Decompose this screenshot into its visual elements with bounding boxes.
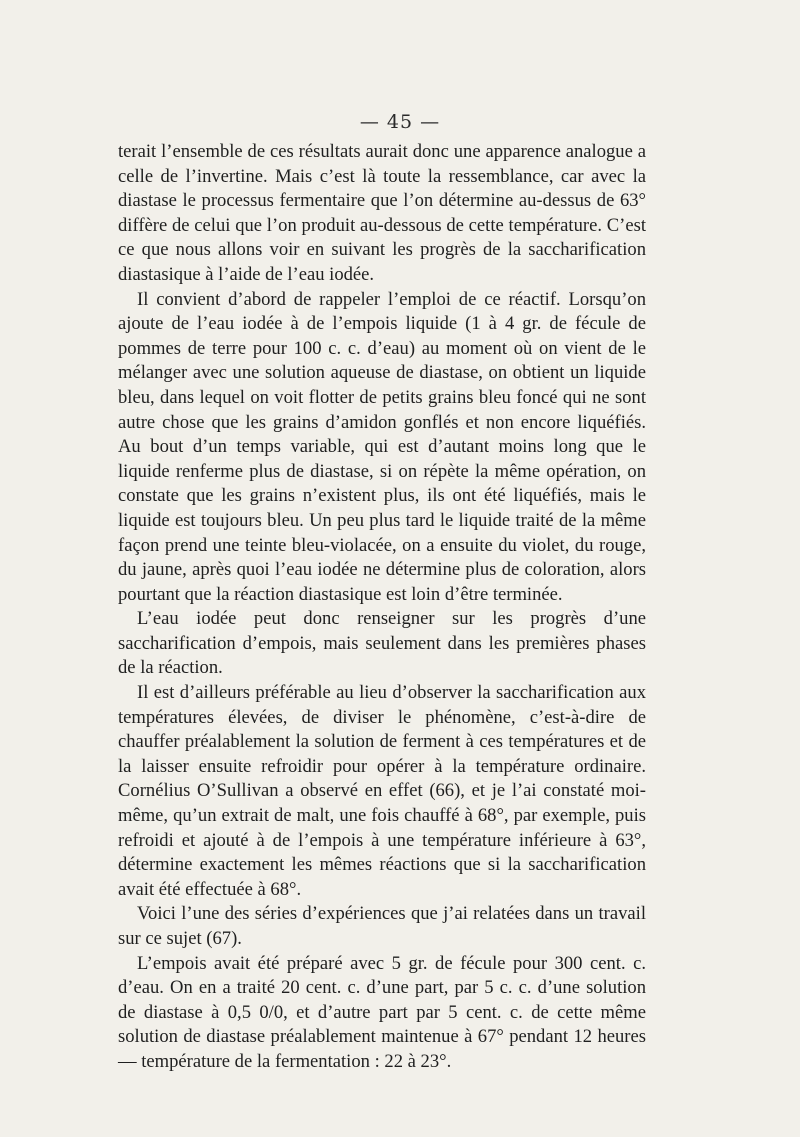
- paragraph-6: L’empois avait été préparé avec 5 gr. de fécule pour 300 cent. c. d’eau. On en a traité 20 cent. c. d’une part, par 5 c. c. d’une solution de diastase à 0,5 0/0, et d’autre part par 5 cent. c. de cette même solution de diastase préalablement maintenue à 67° pendant 12 heures — température de la fermentation : 22 à 23°.: [118, 952, 646, 1072]
- body-text: [118, 140, 646, 1075]
- paragraph-3: L’eau iodée peut donc renseigner sur les progrès d’une saccharification d’empois, mais seulement dans les premières phases de la réaction.: [118, 608, 646, 679]
- paragraph-4: Il est d’ailleurs préférable au lieu d’observer la saccharification aux températures élevées, de diviser le phénomène, c’est-à-dire de chauffer préalablement la solution de ferment à ces températures et de la laisser ensuite refroidir pour opérer à la température ordinaire. Cornélius O’Sullivan a observé en effet (66), et je l’ai constaté moi-même, qu’un extrait de malt, une fois chauffé à 68°, par exemple, puis refroidi et ajouté à de l’empois à une température inférieure à 63°, détermine exactement les mêmes réactions que si la saccharification avait été effectuée à 68°.: [118, 682, 646, 900]
- paragraph-2: Il convient d’abord de rappeler l’emploi de ce réactif. Lorsqu’on ajoute de l’eau iodée à de l’empois liquide (1 à 4 gr. de fécule de pommes de terre pour 100 c. c. d’eau) au moment où on vient de le mélanger avec une solution aqueuse de diastase, on obtient un liquide bleu, dans lequel on voit flotter de petits grains bleu foncé qui ne sont autre chose que les grains d’amidon gonflés et non encore liquéfiés. Au bout d’un temps variable, qui est d’autant moins long que le liquide renferme plus de diastase, si on répète la même opération, on constate que les grains n’existent plus, ils ont été liquéfiés, mais le liquide est toujours bleu. Un peu plus tard le liquide traité de la même façon prend une teinte bleu-violacée, on a ensuite du violet, du rouge, du jaune, après quoi l’eau iodée ne détermine plus de coloration, alors pourtant que la réaction diastasique est loin d’être terminée.: [118, 288, 646, 605]
- page-number: — 45 —: [359, 111, 441, 133]
- paragraph-1: terait l’ensemble de ces résultats aurait donc une apparence analogue a celle de l’invertine. Mais c’est là toute la ressemblance, car avec la diastase le processus fermentaire que l’on détermine au-dessus de 63° diffère de celui que l’on produit au-dessous de cette température. C’est ce que nous allons voir en suivant les progrès de la saccharification diastasique à l’aide de l’eau iodée.: [118, 141, 646, 285]
- paragraph-5: Voici l’une des séries d’expériences que j’ai relatées dans un travail sur ce sujet (67).: [118, 903, 646, 949]
